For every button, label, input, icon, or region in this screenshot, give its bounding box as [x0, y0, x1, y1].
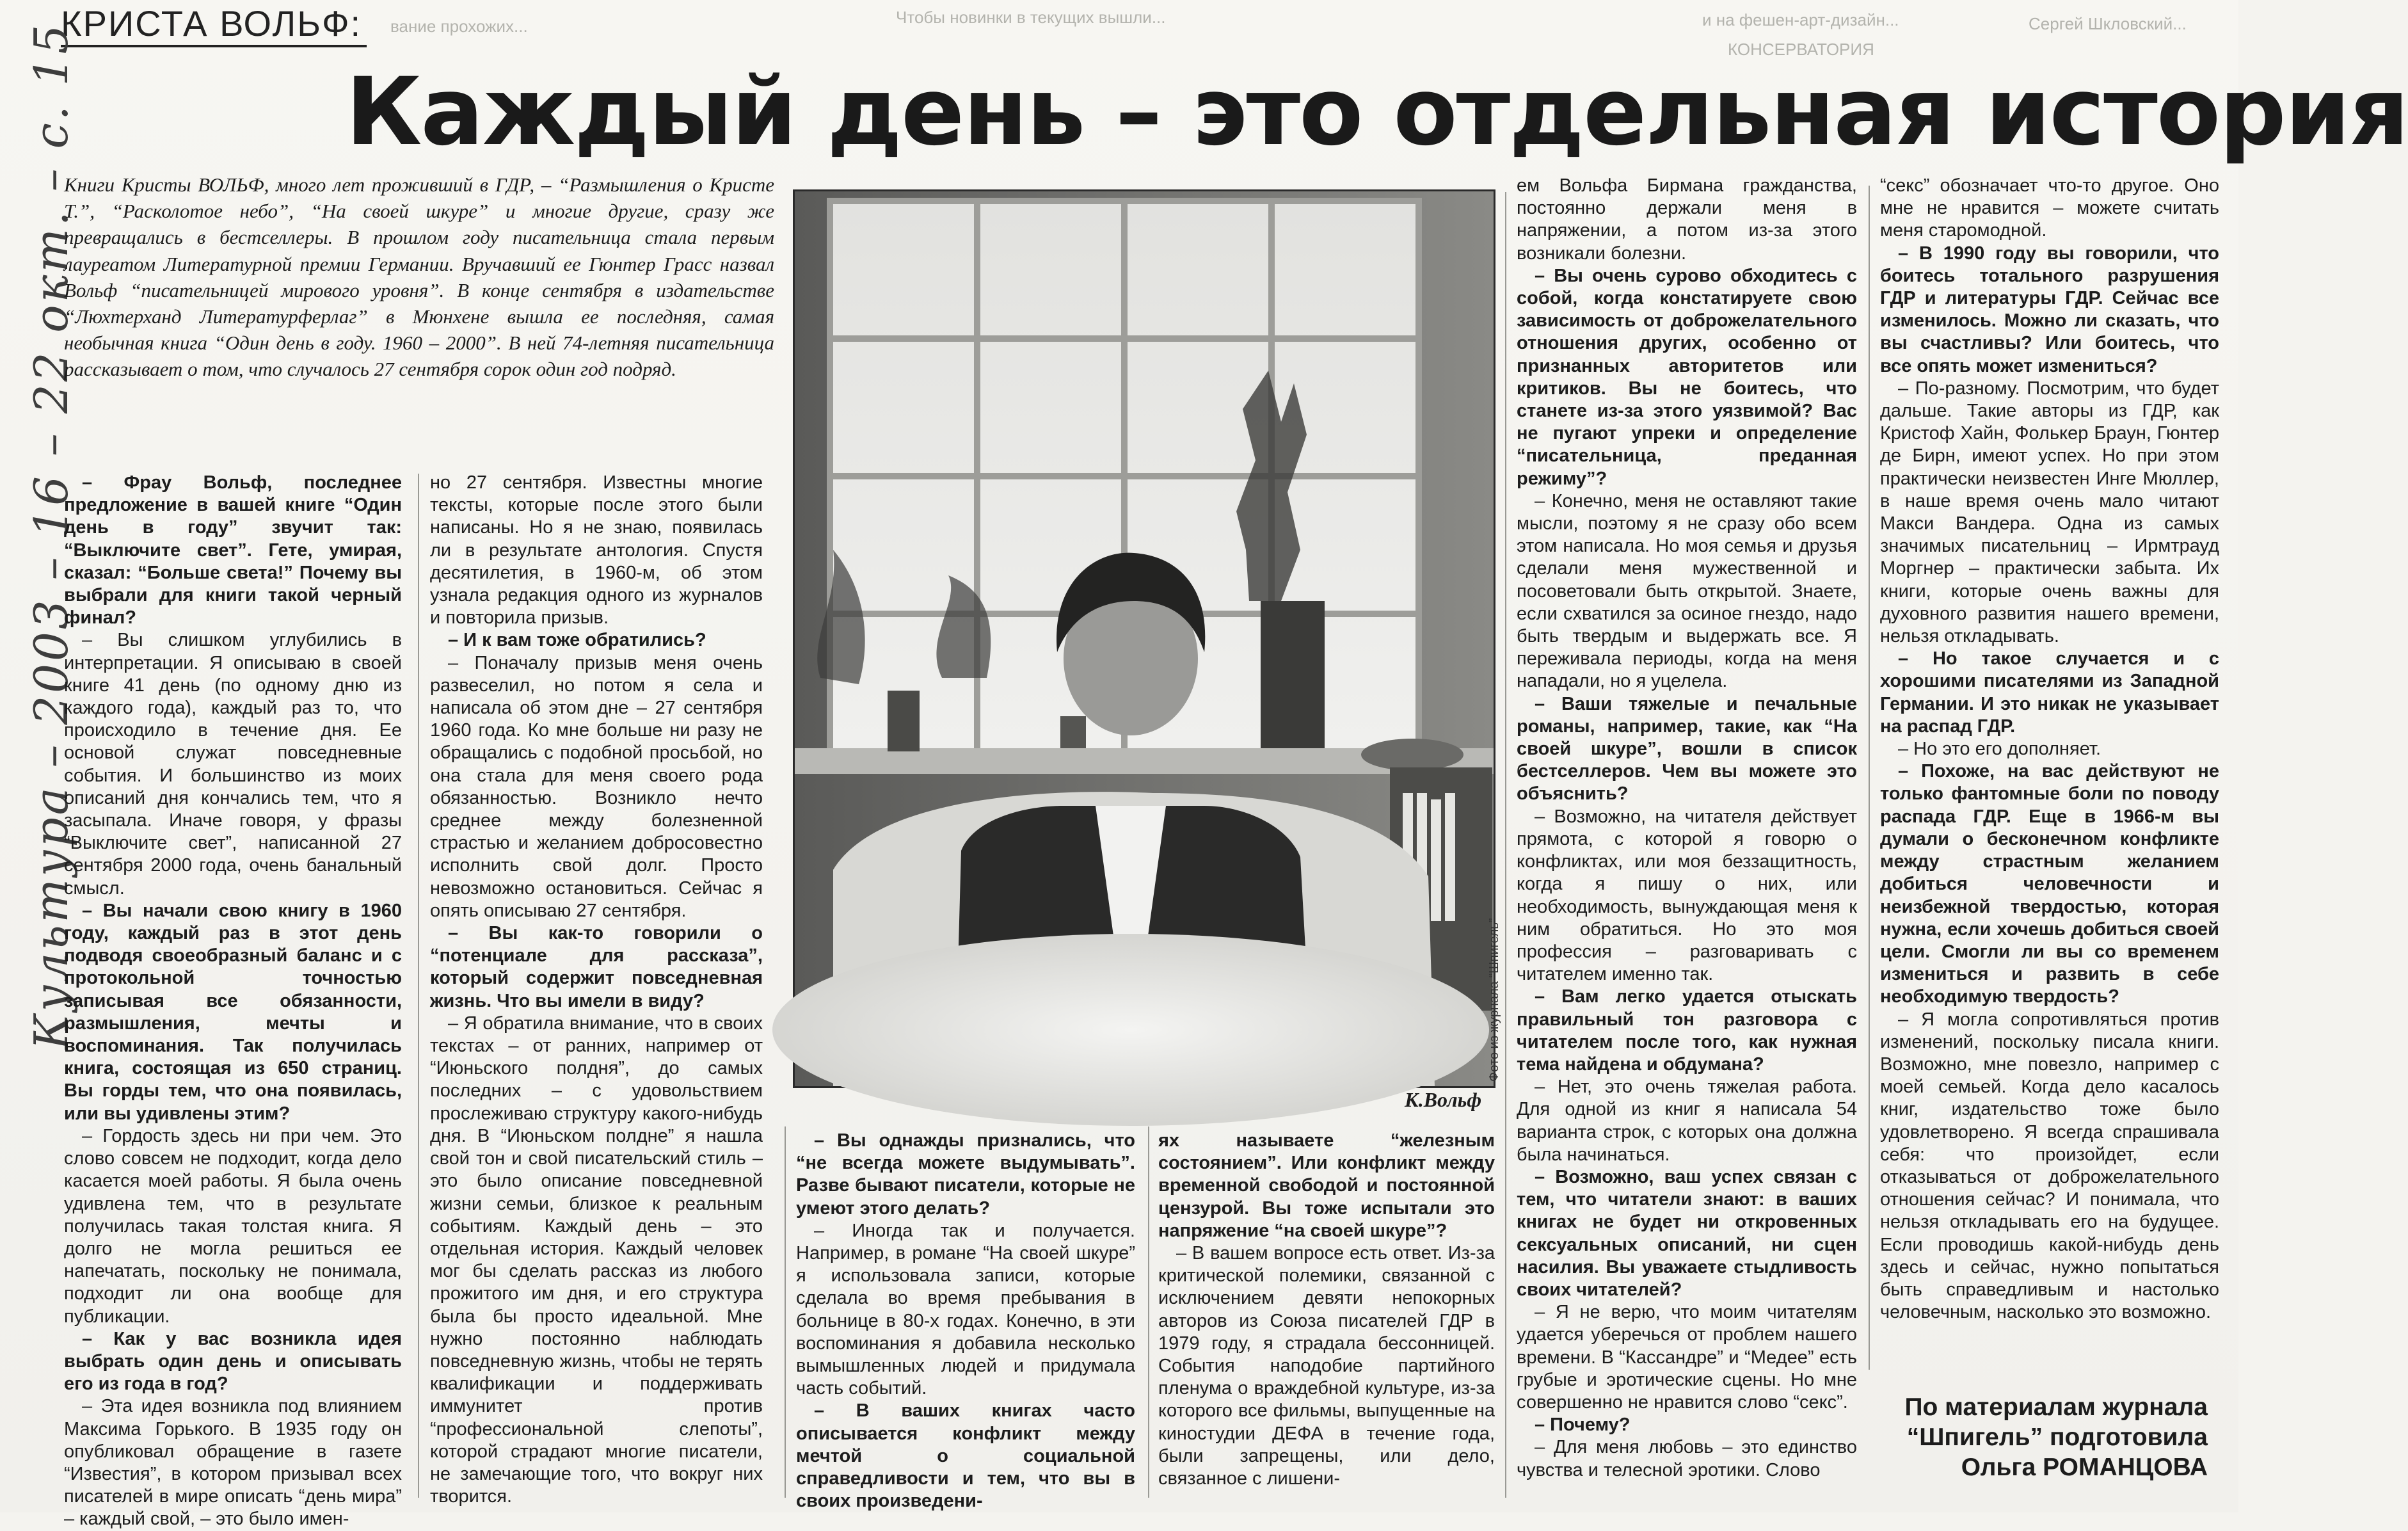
column-rule: [1505, 192, 1506, 1498]
paragraph: – Я могла сопротивляться против изменений, поскольку писала книги. Возможно, мне повезло, например с моей семьей. Когда дело касалось книг, издательство тоже было удовлетворено. Я всегда спрашивала себя: что произойдет, если отказываться от доброжелательного отношения сейчас? И понимала, что нельзя откладывать его на будущее. Если проводишь какой-нибудь день здесь и сейчас, нужно попытаться быть справедливым и настолько человечным, насколько это возможно.: [1880, 1009, 2219, 1323]
paragraph: – Поначалу призыв меня очень развеселил, но потом я села и написала об этом дне – 27 сентября 1960 года. Ко мне больше ни разу не обращались с подобной просьбой, но она стала для меня своего рода обязанностью. Возникло нечто среднее между болезненной страстью и желанием добросовестно исполнить свой долг. Просто невозможно остановиться. Сейчас я опять описываю 27 сентября.: [430, 652, 763, 921]
paragraph: – По-разному. Посмотрим, что будет дальше. Такие авторы из ГДР, как Кристоф Хайн, Фолькер Браун, Гюнтер де Бирн, имеют успех. Но при этом практически неизвестен Инге Мюллер, в наше время очень мало читают Макси Вандера. Одна из самых значимых писательниц – Ирмтрауд Моргнер – практически забыта. Их книги, которые очень важны для духовного развития нашего времени, нельзя откладывать.: [1880, 378, 2219, 647]
paragraph: ях называете “железным состоянием”. Или конфликт между временной свободой и постоянной цензурой. Вы тоже испытали это напряжение “на своей шкуре”?: [1158, 1130, 1495, 1241]
paragraph: – Возможно, ваш успех связан с тем, что читатели знают: в ваших книгах не будет ни откровенных сексуальных описаний, ни сцен насилия. Вы уважаете стыдливость своих читателей?: [1517, 1166, 1857, 1300]
author-signature: [1837, 1392, 2208, 1482]
rubric-underline: [61, 45, 367, 47]
signature-line-3: Ольга РОМАНЦОВА: [1961, 1454, 2208, 1481]
lead-paragraph: Книги Кристы ВОЛЬФ, много лет проживший в ГДР, – “Размышления о Кристе Т.”, “Расколотое небо”, “На своей шкуре” и многие другие, сразу же превращались в бестселлеры. В прошлом году писательница стала первым лауреатом Литературной премии Германии. Вручавший ее Гюнтер Грасс назвал Вольф “писательницей мирового уровня”. В конце сентября в издательстве “Люхтерханд Литературферлаг” в Мюнхене вышла ее последняя, самая необычная книга “Один день в году. 1960 – 2000”. В ней 74-летняя писательница рассказывает о том, что случалось 27 сентября сорок один год подряд.: [64, 173, 774, 381]
column-rule: [1148, 1126, 1149, 1498]
handwritten-note: Культура – 2003 – 16 – 22 окт. – с. 15: [24, 22, 78, 1050]
ghost-text-right: и на фешен-арт-дизайн...: [1702, 10, 1899, 29]
paragraph: – Для меня любовь – это единство чувства и телесной эротики. Слово: [1517, 1437, 1857, 1480]
article-column-3: [796, 1130, 1135, 1512]
paragraph: – Но это его дополняет.: [1898, 739, 2101, 760]
column-rule: [418, 474, 419, 1498]
paragraph: – Похоже, на вас действуют не только фантомные боли по поводу распада ГДР. Еще в 1966-м вы думали о бесконечном конфликте между страстным желанием добиться человечности и неизбежной твердостью, которая нужна, если хочешь добиться своей цели. Смогли ли вы со временем измениться и развить в себе необходимую твердость?: [1880, 761, 2219, 1007]
paragraph: – Вы начали свою книгу в 1960 году, каждый раз в этот день подводя своеобразный баланс и с протокольной точностью записывая все обязанности, размышления, мечты и воспоминания. Так получилась книга, состоящая из 650 страниц. Вы горды тем, что она появилась, или вы удивлены этим?: [64, 900, 402, 1124]
paragraph: – Фрау Вольф, последнее предложение в вашей книге “Один день в году” звучит так: “Выключите свет”. Гете, умирая, сказал: “Больше света!” Почему вы выбрали для книги такой черный финал?: [64, 472, 402, 629]
column-rule: [1869, 186, 1870, 1370]
headline: Каждый день – это отдельная история: [346, 58, 2408, 166]
article-column-1: [64, 472, 402, 1530]
paragraph: – Конечно, меня не оставляют такие мысли, поэтому я не сразу обо всем этом написала. Но моя семья и друзья сделали меня мужественной и посоветовали быть открытой. Знаете, если схватился за осиное гнездо, надо быть твердым и выдержать все. Я переживала периоды, когда на меня нападали, но я уцелела.: [1517, 490, 1857, 692]
paragraph: – Как у вас возникла идея выбрать один день и описывать его из года в год?: [64, 1328, 402, 1395]
ghost-text-left: вание прохожих...: [390, 17, 528, 36]
paragraph: – Возможно, на читателя действует прямота, с которой я говорю о конфликтах, или моя беззащитность, когда я пишу о них, или необходимость, вынуждающая меня к ним обратиться. Но это моя профессия – разговаривать с читателем именно так.: [1517, 806, 1857, 985]
paragraph: – Вы однажды признались, что “не всегда можете выдумывать”. Разве бывают писатели, которые не умеют этого делать?: [796, 1130, 1135, 1219]
paragraph: – Почему?: [1535, 1415, 1631, 1436]
rubric-author: КРИСТА ВОЛЬФ:: [61, 3, 362, 44]
signature-line-1: По материалам журнала: [1904, 1393, 2208, 1421]
article-column-5: [1517, 175, 1857, 1495]
article-column-2: [430, 472, 763, 1507]
paragraph: – Я не верю, что моим читателям удается уберечься от проблем нашего времени. В “Кассандре” и “Медее” есть грубые и эротические сцены. Но мне совершенно не нравится слово “секс”.: [1517, 1302, 1857, 1413]
ghost-text-center: Чтобы новинки в текущих вышли...: [896, 8, 1166, 27]
paragraph: – Но такое случается и с хорошими писателями из Западной Германии. И это никак не указывает на распад ГДР.: [1880, 648, 2219, 737]
paragraph: – Нет, это очень тяжелая работа. Для одной из книг я написала 54 варианта строк, с которых она должна была начинаться.: [1517, 1077, 1857, 1165]
column-rule: [785, 1126, 786, 1498]
article-column-4: [1158, 1130, 1495, 1495]
article-column-6: [1880, 175, 2219, 1381]
photo-image: [795, 191, 1494, 1086]
paragraph: но 27 сентября. Известны многие тексты, которые после этого были написаны. Но я не знаю, появилась ли в результате антология. Спустя десятилетия, в 1960-м, об этом узнала редакция одного из журналов и повторила призыв.: [430, 472, 763, 629]
paragraph: – Вы как-то говорили о “потенциале для рассказа”, который содержит повседневная жизнь. Что вы имели в виду?: [430, 923, 763, 1011]
paragraph: – Вам легко удается отыскать правильный тон разговора с читателем после того, как нужная тема найдена и обдумана?: [1517, 986, 1857, 1075]
paragraph: – Ваши тяжелые и печальные романы, например, такие, как “На своей шкуре”, вошли в список бестселлеров. Чем вы можете это объяснить?: [1517, 693, 1857, 805]
photo-credit: Фото из журнала “Шпигель”: [1487, 918, 1501, 1082]
photo-caption: К.Вольф: [1405, 1088, 1482, 1111]
paragraph: ем Вольфа Бирмана гражданства, постоянно держали меня в напряжении, а потом из-за этого возникали болезни.: [1517, 175, 1857, 264]
paragraph: – Вы очень сурово обходитесь с собой, когда констатируете свою зависимость от доброжелательного отношения других, особенно от признанных авторитетов или критиков. Вы не боитесь, что станете из-за этого уязвимой? Вас не пугают упреки и определение “писательница, преданная режиму”?: [1517, 265, 1857, 489]
signature-line-2: “Шпигель” подготовила: [1906, 1423, 2208, 1451]
paragraph: – Эта идея возникла под влиянием Максима Горького. В 1935 году он опубликовал обращение в газете “Известия”, в котором призывал всех писателей в мире описать “день мира” – каждый свой, – это было имен-: [64, 1396, 402, 1530]
paragraph: – В 1990 году вы говорили, что боитесь тотального разрушения ГДР и литературы ГДР. Сейчас все изменилось. Можно ли сказать, что вы счастливы? Или боитесь, что все опять может измениться?: [1880, 243, 2219, 376]
paragraph: – И к вам тоже обратились?: [448, 630, 706, 651]
paragraph: – Я обратила внимание, что в своих текстах – от ранних, например от “Июньского полдня”, до самых последних – с удовольствием прослеживаю структуру какого-нибудь дня. В “Июньском полдне” я нашла свой тон и свой писательский стиль – это было описание повседневной жизни семьи, близкое к реальным событиям. Каждый день – это отдельная история. Каждый человек мог бы сделать рассказ из любого прожитого им дня, и его структура была бы просто идеальной. Мне нужно постоянно наблюдать повседневную жизнь, чтобы не терять квалификации и поддерживать иммунитет против “профессиональной слепоты”, которой страдают многие писатели, не замечающие того, что вокруг них творится.: [430, 1013, 763, 1507]
paragraph: – Гордость здесь ни при чем. Это слово совсем не подходит, когда дело касается моей работы. Я была очень удивлена тем, что в результате получилась такая толстая книга. Я долго не могла решиться ее напечатать, поскольку не понимала, подходит ли она вообще для публикации.: [64, 1125, 402, 1327]
paragraph: – В ваших книгах часто описывается конфликт между мечтой о социальной справедливости и тем, что вы в своих произведени-: [796, 1400, 1135, 1512]
ghost-text-right-3: КОНСЕРВАТОРИЯ: [1728, 40, 1874, 59]
ghost-text-right-2: Сергей Шкловский...: [2029, 14, 2187, 33]
photo-christa-wolf: [793, 189, 1495, 1088]
paragraph: – Вы слишком углубились в интерпретации. Я описываю в своей книге 41 день (по одному дню из каждого года), каждый раз то, что происходило в течение дня. Ее основой служат повседневные события. И большинство из моих описаний дня кончались тем, что я засыпала. Иначе говоря, у фразы “Выключите свет”, написанной 27 сентября 2000 года, очень банальный смысл.: [64, 630, 402, 899]
paragraph: – В вашем вопросе есть ответ. Из-за критической полемики, связанной с исключением девяти непокорных авторов из Союза писателей ГДР в 1979 году, я страдала бессонницей. События наподобие партийного пленума о враждебной культуре, из-за которого все фильмы, выпущенные на киностудии ДЕФА в течение года, были запрещены, или дело, связанное с лишени-: [1158, 1243, 1495, 1489]
paragraph: “секс” обозначает что-то другое. Оно мне не нравится – можете считать меня старомодной.: [1880, 175, 2219, 241]
paragraph: – Иногда так и получается. Например, в романе “На своей шкуре” я использовала записи, которые сделала во время пребывания в больнице в 80-х годах. Конечно, в эти воспоминания я добавила несколько вымышленных людей и придумала часть событий.: [796, 1220, 1135, 1399]
